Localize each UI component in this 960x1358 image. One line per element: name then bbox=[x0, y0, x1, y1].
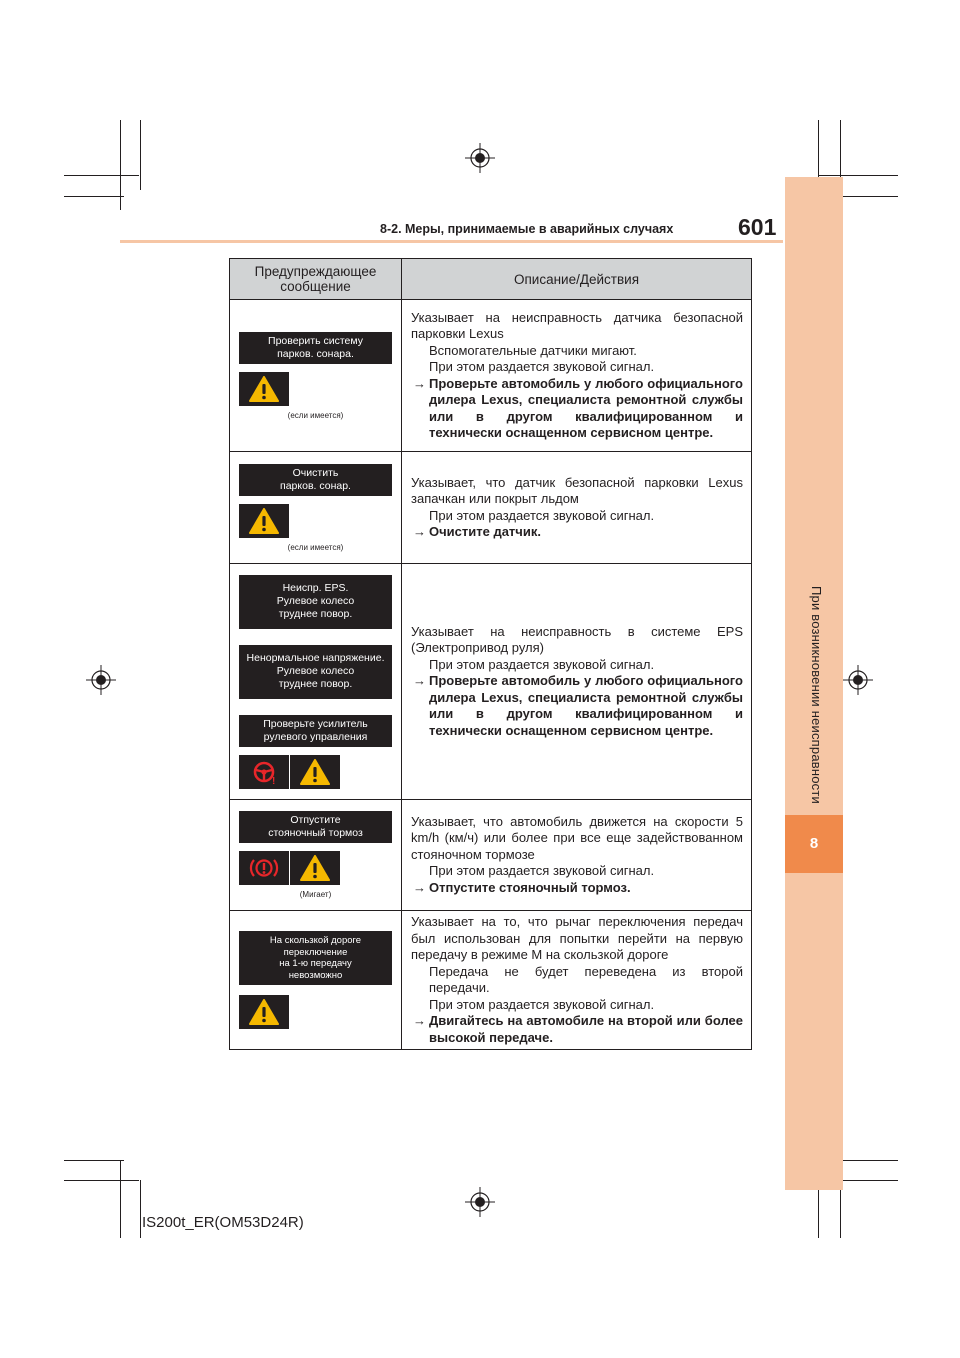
header-rule bbox=[120, 240, 783, 243]
action-text: Очистите датчик. bbox=[429, 524, 541, 539]
availability-note: (если имеется) bbox=[287, 410, 344, 420]
detail-text: При этом раздается звуковой сигнал. bbox=[429, 863, 655, 879]
warning-message-display: Неиспр. EPS. Рулевое колесо труднее повор. bbox=[239, 575, 392, 629]
registration-mark-icon bbox=[465, 143, 495, 173]
registration-mark-icon bbox=[465, 1187, 495, 1217]
description-text: Указывает на неисправность датчика безопасной парковки Lexus bbox=[411, 309, 743, 341]
message-cell bbox=[230, 911, 402, 1050]
crop-mark bbox=[140, 120, 141, 190]
warning-triangle-icon bbox=[239, 372, 289, 406]
warning-message-display: На скользкой дороге переключение на 1-ю передачу невозможно bbox=[239, 931, 392, 985]
crop-mark bbox=[64, 196, 124, 197]
description-cell bbox=[402, 800, 752, 911]
sidebar-chapter-title: При возникновении неисправности bbox=[809, 586, 824, 804]
availability-note: (если имеется) bbox=[287, 542, 344, 552]
crop-mark bbox=[64, 1160, 124, 1161]
detail-text: Передача не будет переведена из второй передачи. bbox=[429, 963, 743, 995]
table-header-row bbox=[230, 259, 752, 300]
crop-mark bbox=[64, 1180, 139, 1181]
crop-mark bbox=[140, 1180, 141, 1238]
description-cell bbox=[402, 564, 752, 800]
arrow-icon: → bbox=[413, 673, 426, 689]
description-text: Указывает, что автомобиль движется на скорости 5 km/h (км/ч) или более при все еще задействованном стояночном тормозе bbox=[411, 813, 743, 862]
crop-mark bbox=[64, 175, 139, 176]
svg-text:!: ! bbox=[272, 775, 276, 785]
registration-mark-icon bbox=[86, 665, 116, 695]
description-cell bbox=[402, 300, 752, 452]
page-number: 601 bbox=[738, 214, 777, 240]
warning-message-display: Отпустите стояночный тормоз bbox=[239, 811, 392, 843]
table-row bbox=[230, 452, 752, 564]
detail-text: Вспомогательные датчики мигают. bbox=[429, 342, 637, 358]
warning-triangle-icon bbox=[239, 504, 289, 538]
action-text: Проверьте автомобиль у любого официального дилера Lexus, специалиста ремонтной службы или в другом квалифицированном и технически оснащенном сервисном центре. bbox=[429, 375, 743, 440]
eps-steering-warning-icon bbox=[239, 755, 289, 789]
message-cell bbox=[230, 800, 402, 911]
chapter-number-tab: 8 bbox=[785, 815, 843, 873]
table-row bbox=[230, 564, 752, 800]
arrow-icon: → bbox=[413, 879, 426, 895]
crop-mark bbox=[818, 175, 898, 176]
arrow-icon: → bbox=[413, 1013, 426, 1028]
detail-text: При этом раздается звуковой сигнал. bbox=[429, 656, 655, 672]
warning-message-display: Очистить парков. сонар. bbox=[239, 464, 392, 496]
warning-message-display: Проверить систему парков. сонара. bbox=[239, 332, 392, 364]
action-text: Отпустите стояночный тормоз. bbox=[429, 879, 631, 895]
crop-mark bbox=[120, 1160, 121, 1238]
description-text: Указывает на неисправность в системе EPS (Электропривод руля) bbox=[411, 623, 743, 656]
message-cell bbox=[230, 300, 402, 452]
arrow-icon: → bbox=[413, 375, 426, 391]
section-title: 8-2. Меры, принимаемые в аварийных случаях bbox=[380, 222, 674, 236]
description-cell bbox=[402, 911, 752, 1050]
detail-text: При этом раздается звуковой сигнал. bbox=[429, 996, 655, 1012]
warning-triangle-icon bbox=[239, 995, 289, 1029]
message-cell bbox=[230, 452, 402, 564]
warning-triangle-icon bbox=[290, 755, 340, 789]
description-text: Указывает, что датчик безопасной парковки Lexus запачкан или покрыт льдом bbox=[411, 474, 743, 506]
table-row bbox=[230, 300, 752, 452]
warning-message-display: Проверьте усилитель рулевого управления bbox=[239, 715, 392, 747]
col-header-description: Описание/Действия bbox=[402, 259, 752, 300]
description-text: Указывает на то, что рычаг переключения передач был использован для попытки перейти на первую передачу в режиме M на скользкой дороге bbox=[411, 914, 743, 962]
action-text: Двигайтесь на автомобиле на второй или более высокой передаче. bbox=[429, 1013, 743, 1045]
warning-triangle-icon bbox=[290, 851, 340, 885]
table-row bbox=[230, 800, 752, 911]
document-code: IS200t_ER(OM53D24R) bbox=[142, 1214, 304, 1231]
warning-messages-table bbox=[229, 258, 752, 1050]
parking-brake-warning-icon bbox=[239, 851, 289, 885]
warning-message-display: Ненормальное напряжение. Рулевое колесо труднее повор. bbox=[239, 645, 392, 699]
action-text: Проверьте автомобиль у любого официального дилера Lexus, специалиста ремонтной службы или в другом квалифицированном и технически оснащенном сервисном центре. bbox=[429, 673, 743, 738]
description-cell bbox=[402, 452, 752, 564]
table-row bbox=[230, 911, 752, 1050]
col-header-message: Предупреждающее сообщение bbox=[230, 259, 402, 300]
crop-mark bbox=[840, 196, 898, 197]
detail-text: При этом раздается звуковой сигнал. bbox=[429, 507, 655, 523]
crop-mark bbox=[840, 120, 841, 180]
crop-mark bbox=[840, 1160, 898, 1161]
detail-text: При этом раздается звуковой сигнал. bbox=[429, 359, 655, 374]
arrow-icon: → bbox=[413, 524, 426, 539]
message-cell bbox=[230, 564, 402, 800]
registration-mark-icon bbox=[843, 665, 873, 695]
blinking-note: (Мигает) bbox=[299, 890, 332, 899]
